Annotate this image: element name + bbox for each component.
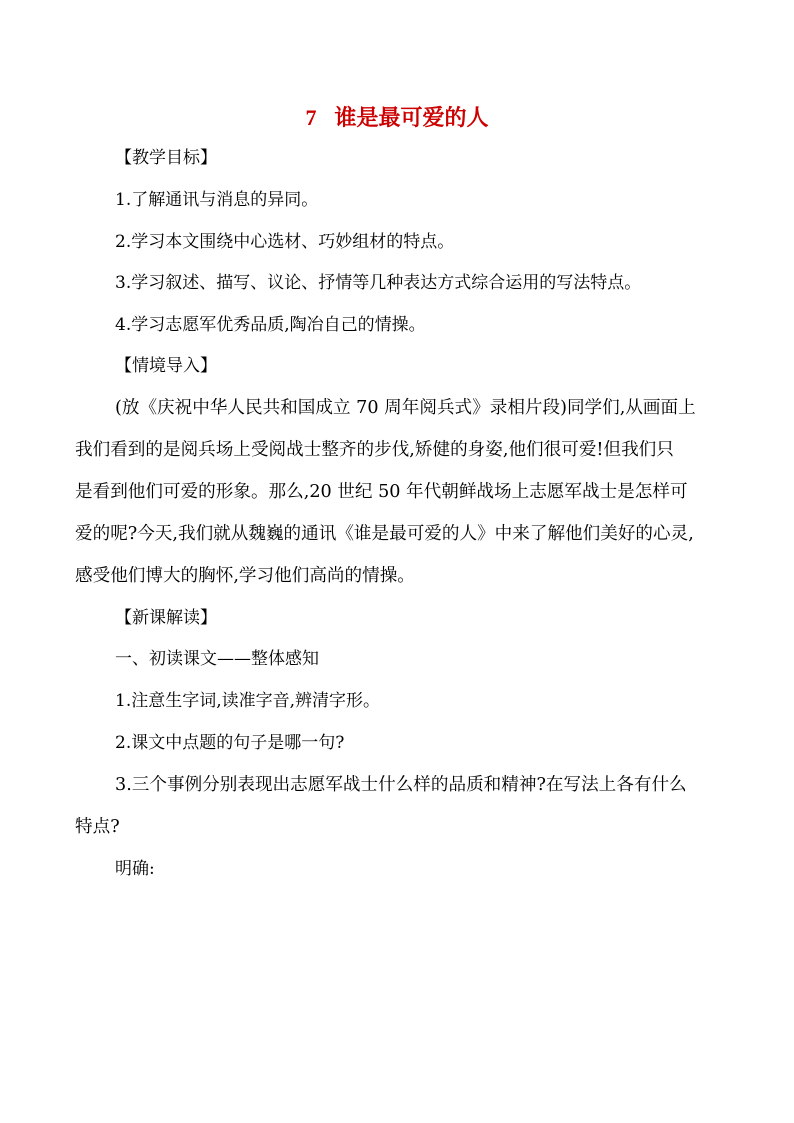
title-number: 7 [305, 105, 317, 130]
intro-line-3: 是看到他们可爱的形象。那么,20 世纪 50 年代朝鲜战场上志愿军战士是怎样可 [75, 482, 688, 502]
page-title [0, 101, 794, 135]
lesson-item-3-line-1: 3.三个事例分别表现出志愿军战士什么样的品质和精神?在写法上各有什么 [115, 775, 687, 795]
new-lesson-heading: 【新课解读】 [115, 608, 217, 628]
intro-line-1: (放《庆祝中华人民共和国成立 70 周年阅兵式》录相片段)同学们,从画面上 [115, 398, 696, 418]
intro-line-5: 感受他们博大的胸怀,学习他们高尚的情操。 [75, 566, 415, 586]
lesson-item-2: 2.课文中点题的句子是哪一句? [115, 733, 345, 753]
part-one-heading: 一、初读课文——整体感知 [115, 649, 319, 669]
lesson-item-3-line-2: 特点? [75, 817, 120, 837]
intro-line-4: 爱的呢?今天,我们就从魏巍的通讯《谁是最可爱的人》中来了解他们美好的心灵, [75, 524, 694, 544]
goal-item-2: 2.学习本文围绕中心选材、巧妙组材的特点。 [115, 232, 455, 252]
goal-item-3: 3.学习叙述、描写、议论、抒情等几种表达方式综合运用的写法特点。 [115, 273, 642, 293]
situation-intro-heading: 【情境导入】 [115, 356, 217, 376]
goal-item-1: 1.了解通讯与消息的异同。 [115, 190, 319, 210]
goal-item-4: 4.学习志愿军优秀品质,陶冶自己的情操。 [115, 315, 426, 335]
teaching-goals-heading: 【教学目标】 [115, 148, 217, 168]
answer-label: 明确: [115, 859, 155, 879]
lesson-item-1: 1.注意生字词,读准字音,辨清字形。 [115, 691, 381, 711]
intro-line-2: 我们看到的是阅兵场上受阅战士整齐的步伐,矫健的身姿,他们很可爱!但我们只 [75, 440, 674, 460]
title-text: 谁是最可爱的人 [334, 105, 489, 131]
